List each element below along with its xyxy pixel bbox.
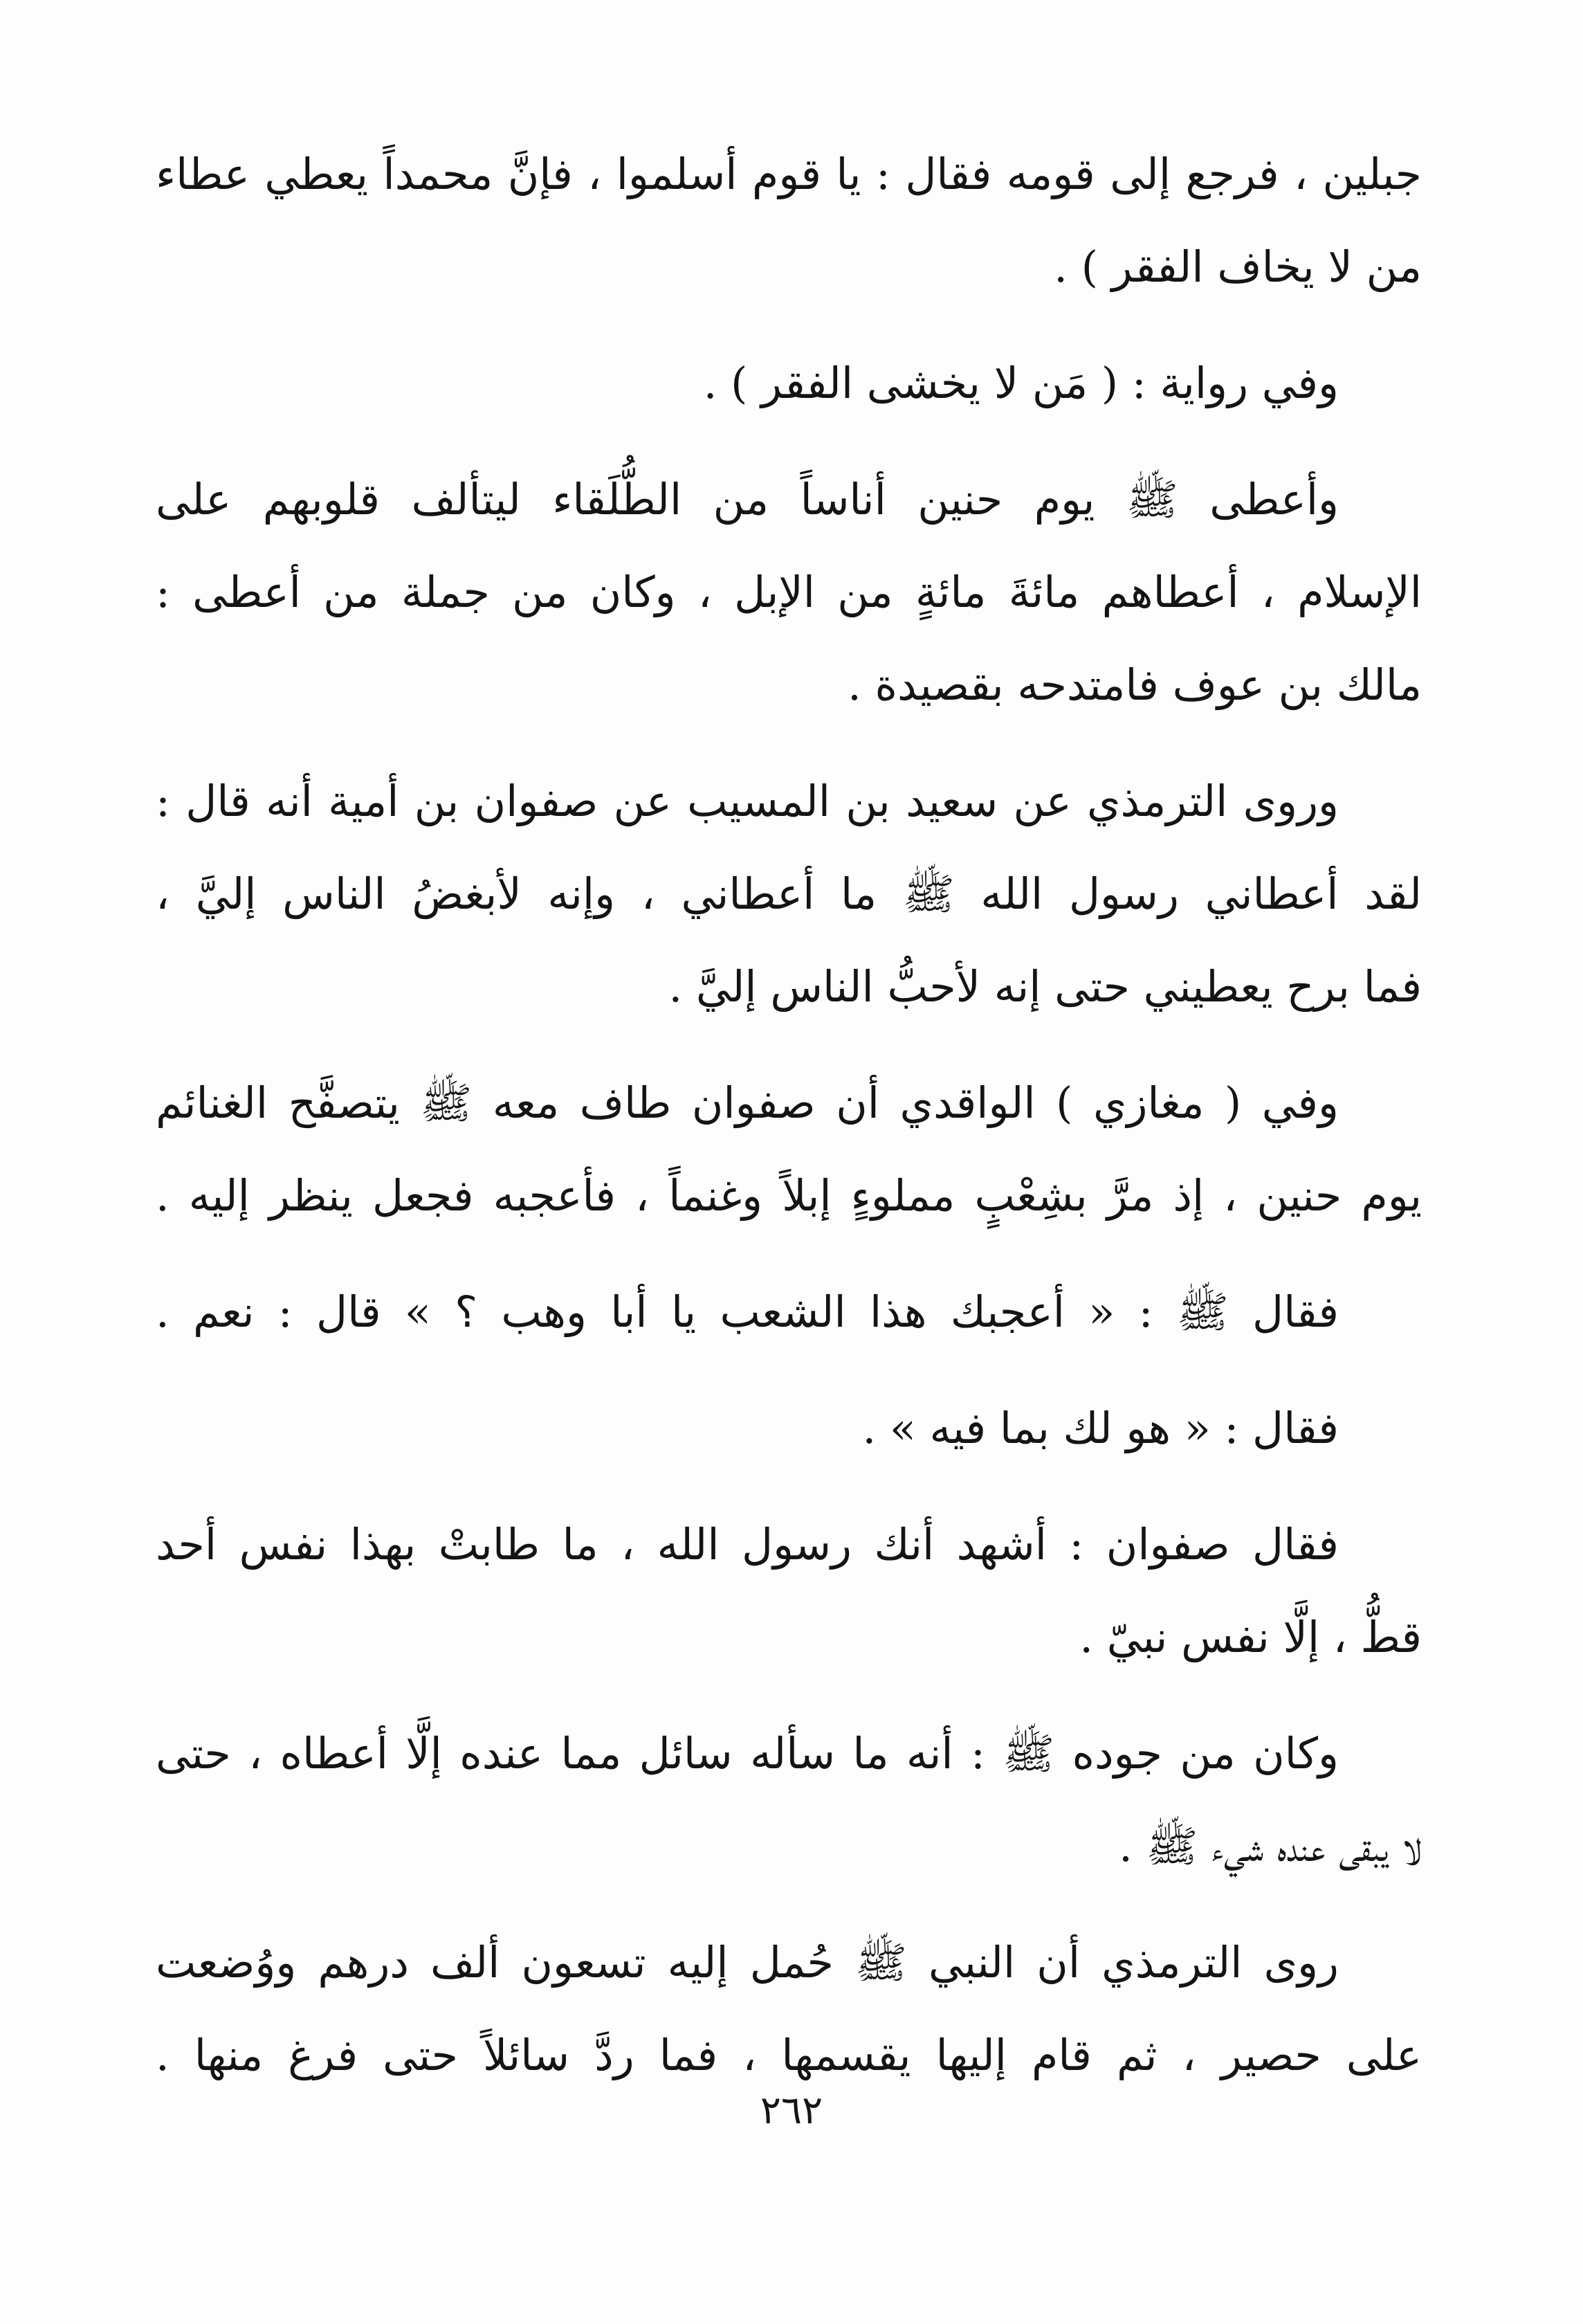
text-line: يوم حنين ، إذ مرَّ بشِعْبٍ مملوءٍ إبلاً وغنماً ، فأعجبه فجعل ينظر إليه . bbox=[156, 1170, 1422, 1221]
text-line: على حصير ، ثم قام إليها يقسمها ، فما ردَّ سائلاً حتى فرغ منها . bbox=[156, 2030, 1422, 2080]
paragraph-6 bbox=[156, 1266, 1422, 1359]
paragraph-2 bbox=[156, 337, 1422, 430]
paragraph-1 bbox=[156, 128, 1422, 314]
text-line: فقال ﷺ : « أعجبك هذا الشعب يا أبا وهب ؟ » قال : نعم . bbox=[156, 1287, 1339, 1337]
page-body bbox=[156, 128, 1422, 2125]
text-line: وفي رواية : ( مَن لا يخشى الفقر ) . bbox=[703, 358, 1339, 408]
text-line: لقد أعطاني رسول الله ﷺ ما أعطاني ، وإنه لأبغضُ الناس إليَّ ، bbox=[156, 869, 1422, 919]
paragraph-9 bbox=[156, 1707, 1422, 1893]
text-line: فقال صفوان : أشهد أنك رسول الله ، ما طابتْ بهذا نفس أحد bbox=[156, 1519, 1339, 1570]
text-line: وروى الترمذي عن سعيد بن المسيب عن صفوان بن أمية أنه قال : bbox=[156, 776, 1339, 826]
paragraph-5 bbox=[156, 1057, 1422, 1242]
text-line: جبلين ، فرجع إلى قومه فقال : يا قوم أسلموا ، فإنَّ محمداً يعطي عطاء bbox=[156, 149, 1422, 199]
text-line: قطُّ ، إلَّا نفس نبيّ . bbox=[1079, 1612, 1422, 1662]
text-line: فما برح يعطيني حتى إنه لأحبُّ الناس إليَّ . bbox=[668, 961, 1422, 1012]
text-line: وفي ( مغازي ) الواقدي أن صفوان طاف معه ﷺ يتصفَّح الغنائم bbox=[156, 1078, 1339, 1128]
text-line: وكان من جوده ﷺ : أنه ما سأله سائل مما عنده إلَّا أعطاه ، حتى bbox=[156, 1728, 1339, 1779]
paragraph-8 bbox=[156, 1498, 1422, 1684]
text-line: روى الترمذي أن النبي ﷺ حُمل إليه تسعون ألف درهم ووُضعت bbox=[156, 1937, 1339, 1988]
text-line: من لا يخاف الفقر ) . bbox=[1054, 242, 1422, 292]
text-line: فقال : « هو لك بما فيه » . bbox=[862, 1403, 1339, 1453]
text-line: مالك بن عوف فامتدحه بقصيدة . bbox=[848, 660, 1422, 710]
text-line: الإسلام ، أعطاهم مائةَ مائةٍ من الإبل ، وكان من جملة من أعطى : bbox=[156, 567, 1422, 617]
text-line: لا يبقى عنده شيء ﷺ . bbox=[1119, 1821, 1422, 1871]
text-line: وأعطى ﷺ يوم حنين أناساً من الطُّلَقاء ليتألف قلوبهم على bbox=[156, 474, 1339, 525]
paragraph-10 bbox=[156, 1916, 1422, 2102]
paragraph-7 bbox=[156, 1382, 1422, 1475]
paragraph-4 bbox=[156, 755, 1422, 1033]
page-number: ٢٦٢ bbox=[760, 2088, 823, 2133]
paragraph-3 bbox=[156, 453, 1422, 732]
